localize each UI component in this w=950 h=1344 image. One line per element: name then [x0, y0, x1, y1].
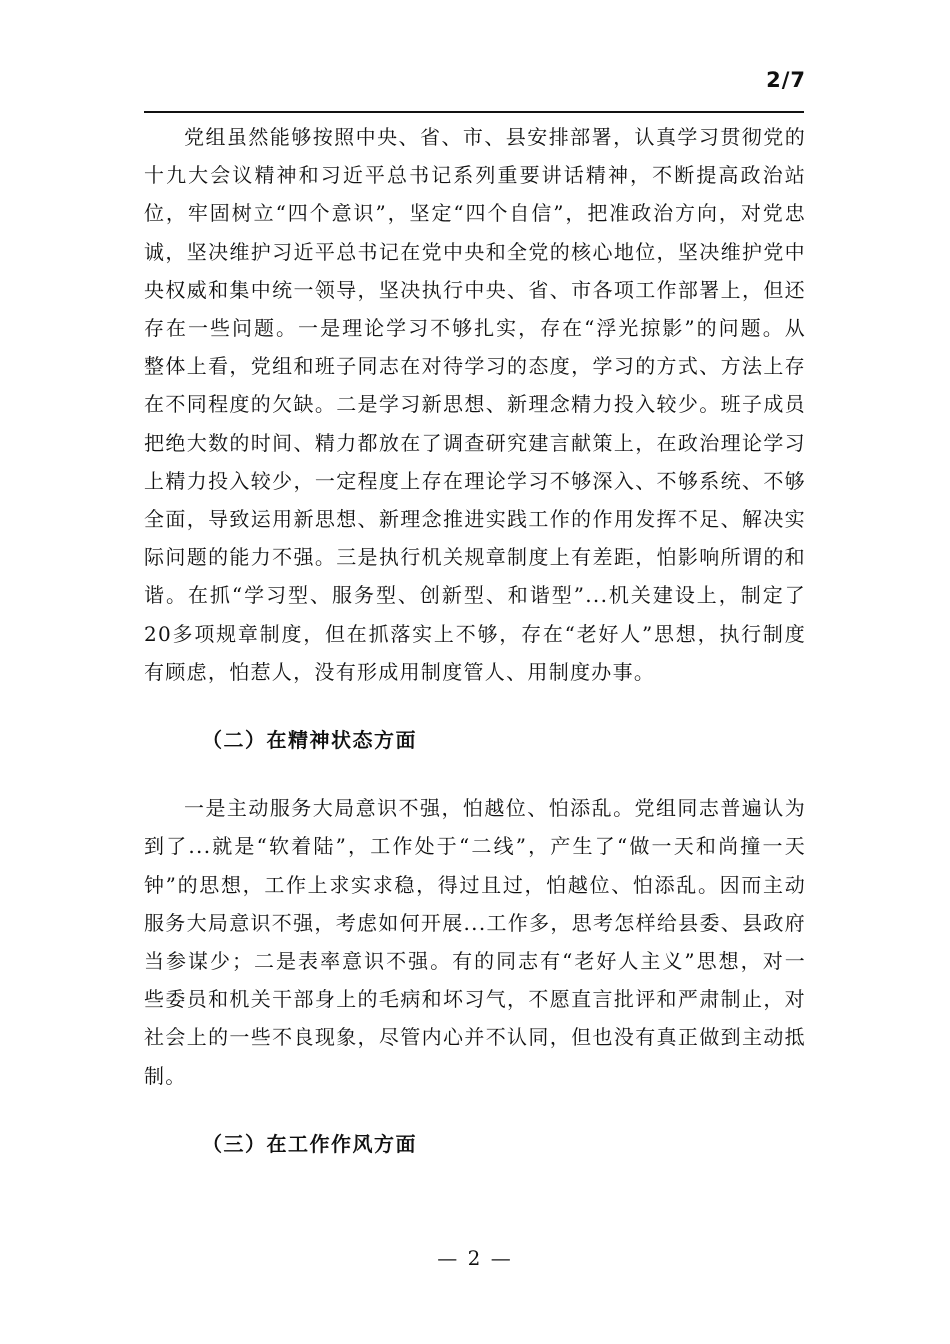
body-paragraph: 党组虽然能够按照中央、省、市、县安排部署，认真学习贯彻党的十九大会议精神和习近平总书记系列重要讲话精神，不断提高政治站位，牢固树立“四个意识”，坚定“四个自信”，把准政治方向，对党忠诚，坚决维护习近平总书记在党中央和全党的核心地位，坚决维护党中央权威和集中统一领导，坚决执行中央、省、市各项工作部署上，但还存在一些问题。一是理论学习不够扎实，存在“浮光掠影”的问题。从整体上看，党组和班子同志在对待学习的态度，学习的方式、方法上存在不同程度的欠缺。二是学习新思想、新理念精力投入较少。班子成员把绝大数的时间、精力都放在了调查研究建言献策上，在政治理论学习上精力投入较少，一定程度上存在理论学习不够深入、不够系统、不够全面，导致运用新思想、新理念推进实践工作的作用发挥不足、解决实际问题的能力不强。三是执行机关规章制度上有差距，怕影响所谓的和谐。在抓“学习型、服务型、创新型、和谐型”...机关建设上，制定了20多项规章制度，但在抓落实上不够，存在“老好人”思想，执行制度有顾虑，怕惹人，没有形成用制度管人、用制度办事。 [144, 125, 806, 684]
section-heading-mental-state: （二）在精神状态方面 [202, 728, 417, 753]
header-divider [144, 111, 804, 113]
body-paragraph: 一是主动服务大局意识不强，怕越位、怕添乱。党组同志普遍认为到了...就是“软着陆”，工作处于“二线”，产生了“做一天和尚撞一天钟”的思想，工作上求实求稳，得过且过，怕越位、怕添乱。因而主动服务大局意识不强，考虑如何开展...工作多，思考怎样给县委、县政府当参谋少；二是表率意识不强。有的同志有“老好人主义”思想，对一些委员和机关干部身上的毛病和坏习气，不愿直言批评和严肃制止，对社会上的一些不良现象，尽管内心并不认同，但也没有真正做到主动抵制。 [144, 796, 806, 1088]
section-heading-work-style: （三）在工作作风方面 [202, 1131, 417, 1156]
footer-page-number: — 2 — [437, 1246, 513, 1270]
page-counter: 2/7 [766, 68, 806, 92]
document-body [144, 118, 806, 1163]
